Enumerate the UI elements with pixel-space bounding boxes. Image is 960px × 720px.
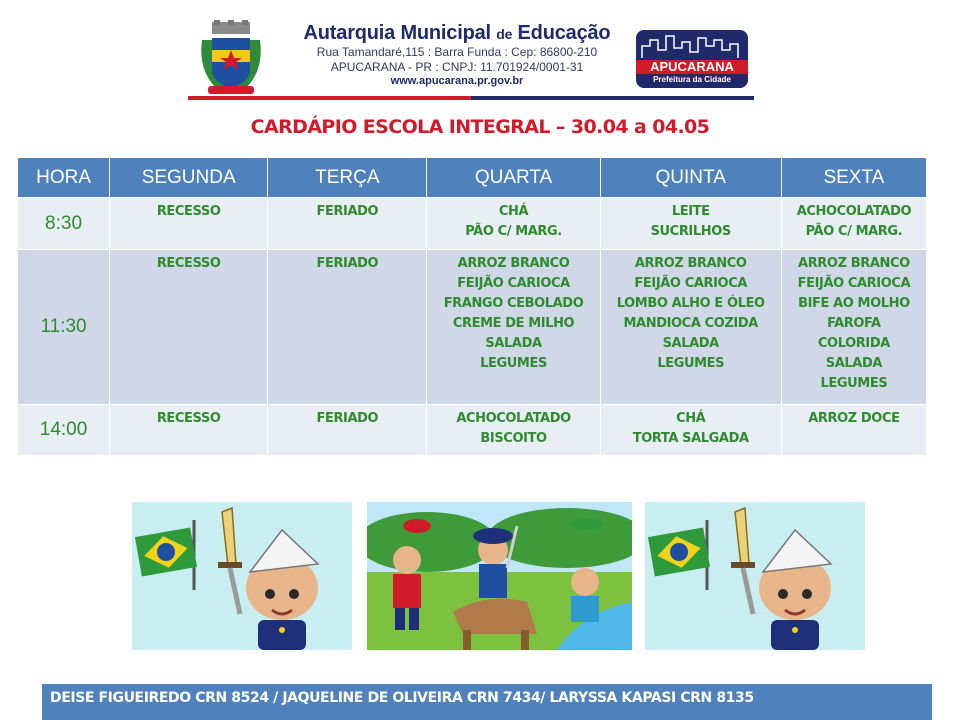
menu-cell: ACHOCOLATADO PÃO C/ MARG.	[781, 198, 926, 250]
column-header-terca: TERÇA	[268, 158, 427, 198]
header-divider	[188, 96, 754, 100]
organization-website: www.apucarana.pr.gov.br	[390, 75, 524, 87]
hora-cell: 14:00	[18, 405, 110, 456]
table-row	[18, 250, 927, 405]
organization-info	[292, 22, 622, 87]
logo-subtitle: Prefeitura da Cidade	[653, 75, 731, 84]
column-header-quarta: QUARTA	[427, 158, 600, 198]
hora-cell: 8:30	[18, 198, 110, 250]
menu-cell: CHÁ PÃO C/ MARG.	[427, 198, 600, 250]
menu-cell: ACHOCOLATADO BISCOITO	[427, 405, 600, 456]
column-header-segunda: SEGUNDA	[110, 158, 268, 198]
menu-cell: ARROZ BRANCO FEIJÃO CARIOCA LOMBO ALHO E ÓLEO MANDIOCA COZIDA SALADA LEGUMES	[600, 250, 781, 405]
logo-brand-text: APUCARANA	[636, 60, 748, 74]
hora-cell: 11:30	[18, 250, 110, 405]
menu-cell: ARROZ BRANCO FEIJÃO CARIOCA BIFE AO MOLHO FAROFA COLORIDA SALADA LEGUMES	[781, 250, 926, 405]
soldier-boy-illustration	[132, 502, 352, 650]
table-header-row	[18, 158, 927, 198]
menu-cell: ARROZ BRANCO FEIJÃO CARIOCA FRANGO CEBOLADO CREME DE MILHO SALADA LEGUMES	[427, 250, 600, 405]
table-row	[18, 405, 927, 456]
municipal-crest-icon	[198, 20, 264, 98]
soldier-flag-icon	[645, 502, 865, 650]
soldier-boy-illustration-right	[645, 502, 865, 650]
column-header-sexta: SEXTA	[781, 158, 926, 198]
menu-cell: RECESSO	[110, 250, 268, 405]
menu-title: CARDÁPIO ESCOLA INTEGRAL – 30.04 a 04.05	[250, 116, 710, 138]
organization-city: APUCARANA - PR : CNPJ: 11.701924/0001-31	[330, 60, 584, 74]
organization-name: Autarquia Municipal de Educação	[303, 22, 611, 44]
menu-cell: CHÁ TORTA SALGADA	[600, 405, 781, 456]
menu-table	[17, 157, 927, 456]
letterhead	[188, 16, 754, 102]
menu-cell: FERIADO	[268, 198, 427, 250]
menu-cell: FERIADO	[268, 405, 427, 456]
menu-cell: LEITE SUCRILHOS	[600, 198, 781, 250]
prefeitura-logo	[636, 30, 748, 88]
column-header-hora: HORA	[18, 158, 110, 198]
menu-cell: ARROZ DOCE	[781, 405, 926, 456]
menu-cell: RECESSO	[110, 198, 268, 250]
menu-cell: RECESSO	[110, 405, 268, 456]
nutritionists-footer: DEISE FIGUEIREDO CRN 8524 / JAQUELINE DE OLIVEIRA CRN 7434/ LARYSSA KAPASI CRN 8135	[42, 684, 932, 720]
organization-address: Rua Tamandaré,115 : Barra Funda : Cep: 86800-210	[316, 45, 598, 59]
horseman-scene-icon	[367, 502, 632, 650]
city-skyline-icon	[636, 30, 748, 60]
independence-scene-illustration	[367, 502, 632, 650]
menu-cell: FERIADO	[268, 250, 427, 405]
table-row	[18, 198, 927, 250]
column-header-quinta: QUINTA	[600, 158, 781, 198]
soldier-flag-icon	[132, 502, 352, 650]
